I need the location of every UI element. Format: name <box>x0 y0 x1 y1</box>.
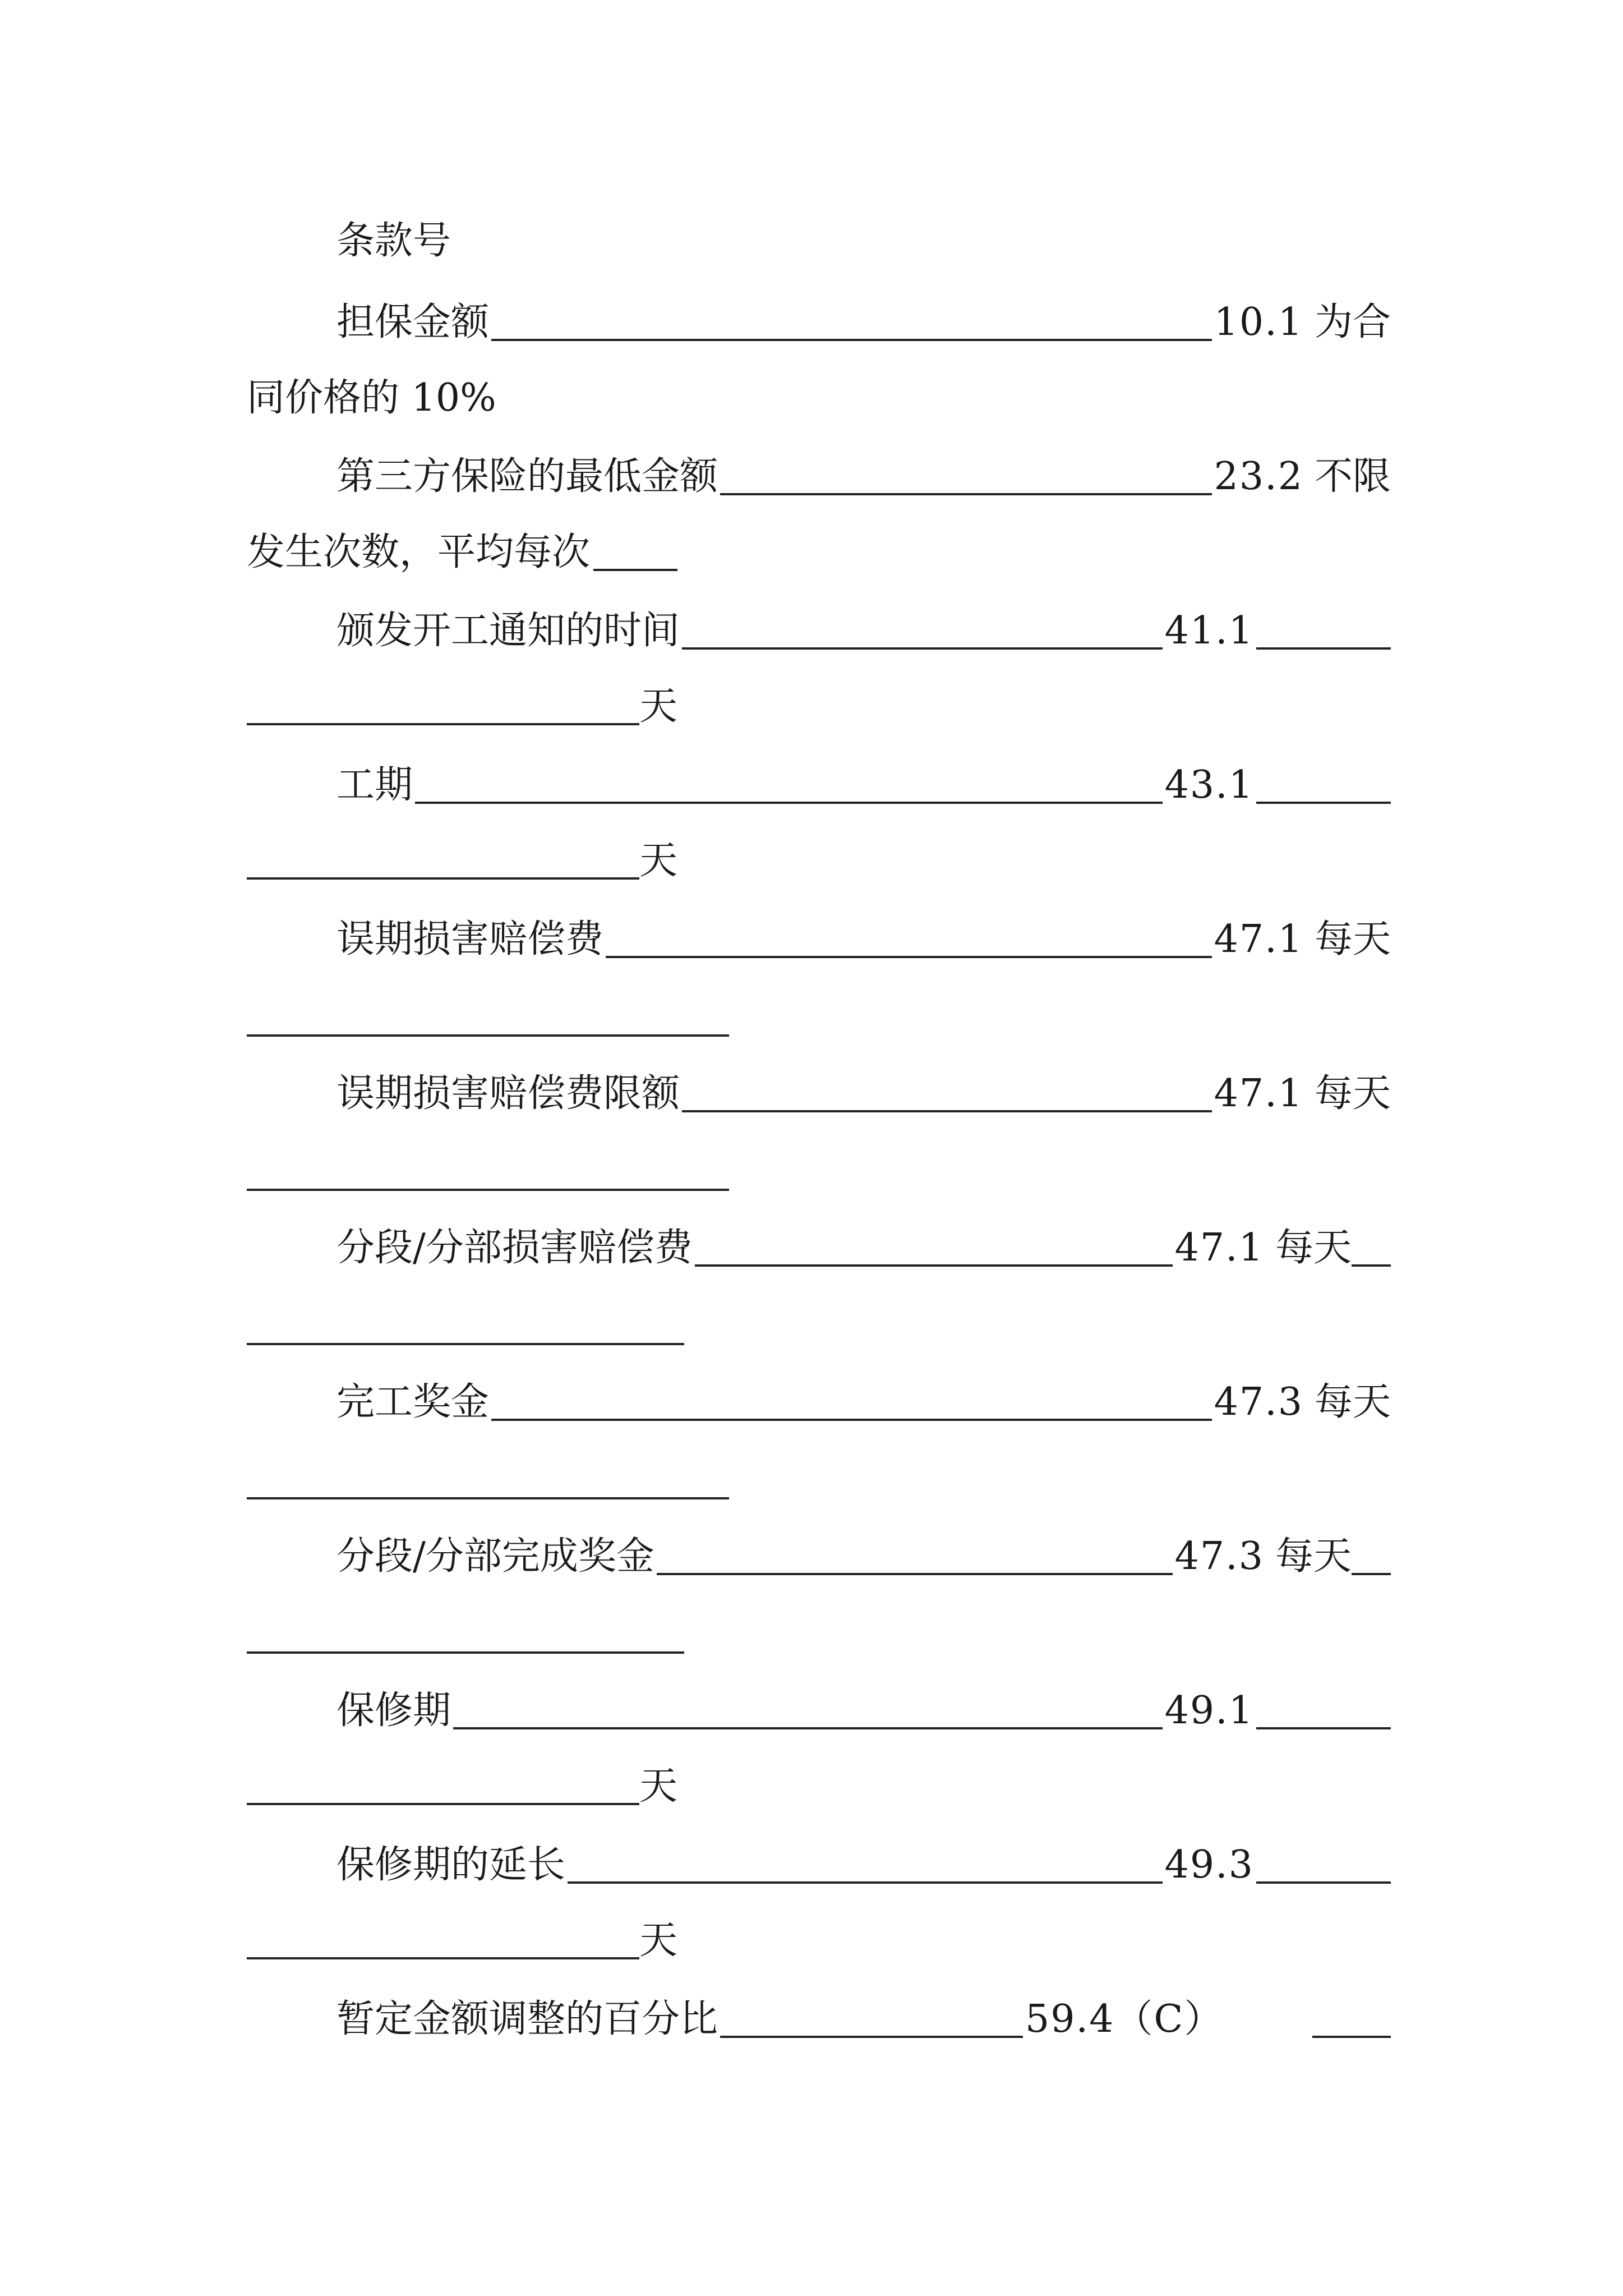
row-continuation: 天 <box>247 1756 677 1818</box>
clause-number: 43.1 <box>1164 763 1254 807</box>
row-continuation <box>247 1142 729 1203</box>
fill-blank[interactable] <box>1256 1692 1391 1729</box>
fill-blank[interactable] <box>606 921 1212 958</box>
clause-number: 59.4（C） <box>1025 1997 1224 2041</box>
fill-blank[interactable] <box>415 767 1163 804</box>
clause-number: 23.2 <box>1214 454 1303 499</box>
row-continuation <box>247 1450 729 1512</box>
row-suffix: 每天 <box>1275 1226 1352 1270</box>
fill-blank[interactable] <box>657 1538 1173 1575</box>
fill-blank[interactable] <box>695 1230 1173 1267</box>
row-label: 完工奖金 <box>336 1380 490 1424</box>
row-provisional-sum-adjustment <box>336 1989 1391 2050</box>
row-section-damages <box>336 1217 1391 1279</box>
fill-blank[interactable] <box>593 534 677 571</box>
clause-number: 47.1 <box>1214 1071 1303 1116</box>
row-suffix: 不限 <box>1314 454 1391 499</box>
clause-number: 47.1 <box>1174 1226 1264 1270</box>
row-continuation <box>247 1604 684 1666</box>
fill-blank[interactable] <box>491 1384 1212 1421</box>
fill-blank[interactable] <box>247 1154 729 1191</box>
row-delay-damages <box>336 909 1391 970</box>
row-label: 误期损害赔偿费限额 <box>336 1071 680 1116</box>
row-section-completion-bonus <box>336 1526 1391 1588</box>
fill-blank[interactable] <box>247 843 639 880</box>
clause-number: 47.3 <box>1214 1380 1303 1424</box>
clause-number-header: 条款号 <box>336 219 451 263</box>
fill-blank[interactable] <box>682 613 1163 650</box>
row-completion-bonus <box>336 1372 1391 1433</box>
fill-blank[interactable] <box>1312 2001 1391 2038</box>
row-continuation: 天 <box>247 1910 677 1972</box>
clause-number: 41.1 <box>1164 609 1254 653</box>
row-defects-liability-period <box>336 1680 1391 1742</box>
row-label: 分段/分部完成奖金 <box>336 1534 654 1579</box>
row-label: 保修期的延长 <box>336 1843 566 1887</box>
fill-blank[interactable] <box>247 688 639 725</box>
fill-blank[interactable] <box>1256 613 1391 650</box>
row-label: 误期损害赔偿费 <box>336 917 604 961</box>
row-continuation <box>247 1296 684 1358</box>
fill-blank[interactable] <box>491 304 1212 341</box>
row-label: 保修期 <box>336 1688 451 1733</box>
row-continuation: 天 <box>247 830 677 892</box>
row-guarantee-amount <box>336 292 1391 353</box>
row-continuation: 同价格的 10% <box>247 376 496 420</box>
row-suffix: 为合 <box>1314 300 1391 344</box>
fill-blank[interactable] <box>1352 1538 1391 1575</box>
row-label: 担保金额 <box>336 300 490 344</box>
clause-number: 49.1 <box>1164 1688 1254 1733</box>
row-label: 第三方保险的最低金额 <box>336 454 718 499</box>
fill-blank[interactable] <box>247 1000 729 1037</box>
row-continuation: 天 <box>247 676 677 738</box>
fill-blank[interactable] <box>247 1768 639 1805</box>
clause-number: 47.1 <box>1214 917 1303 961</box>
clause-number: 10.1 <box>1214 300 1303 344</box>
row-continuation: 发生次数，平均每次 <box>247 522 677 583</box>
fill-blank[interactable] <box>247 1308 684 1345</box>
row-third-party-insurance <box>336 446 1391 508</box>
fill-blank[interactable] <box>568 1847 1163 1884</box>
clause-number: 49.3 <box>1164 1843 1254 1887</box>
row-suffix: 每天 <box>1314 917 1391 961</box>
row-label: 暂定金额调整的百分比 <box>336 1997 718 2041</box>
fill-blank[interactable] <box>1352 1230 1391 1267</box>
row-defects-period-extension <box>336 1834 1391 1896</box>
row-suffix: 每天 <box>1314 1380 1391 1424</box>
row-label: 工期 <box>336 763 413 807</box>
fill-blank[interactable] <box>247 1617 684 1654</box>
row-label: 颁发开工通知的时间 <box>336 609 680 653</box>
row-delay-damages-limit <box>336 1063 1391 1125</box>
fill-blank[interactable] <box>720 2001 1023 2038</box>
row-continuation <box>247 987 729 1049</box>
fill-blank[interactable] <box>1256 1847 1391 1884</box>
row-time-for-completion <box>336 754 1391 816</box>
row-commencement-notice <box>336 600 1391 662</box>
row-label: 分段/分部损害赔偿费 <box>336 1226 693 1270</box>
fill-blank[interactable] <box>1256 767 1391 804</box>
row-suffix: 每天 <box>1275 1534 1352 1579</box>
fill-blank[interactable] <box>247 1462 729 1499</box>
clause-number: 47.3 <box>1174 1534 1264 1579</box>
fill-blank[interactable] <box>682 1075 1212 1112</box>
fill-blank[interactable] <box>720 458 1212 495</box>
row-suffix: 每天 <box>1314 1071 1391 1116</box>
fill-blank[interactable] <box>453 1692 1163 1729</box>
fill-blank[interactable] <box>247 1922 639 1959</box>
